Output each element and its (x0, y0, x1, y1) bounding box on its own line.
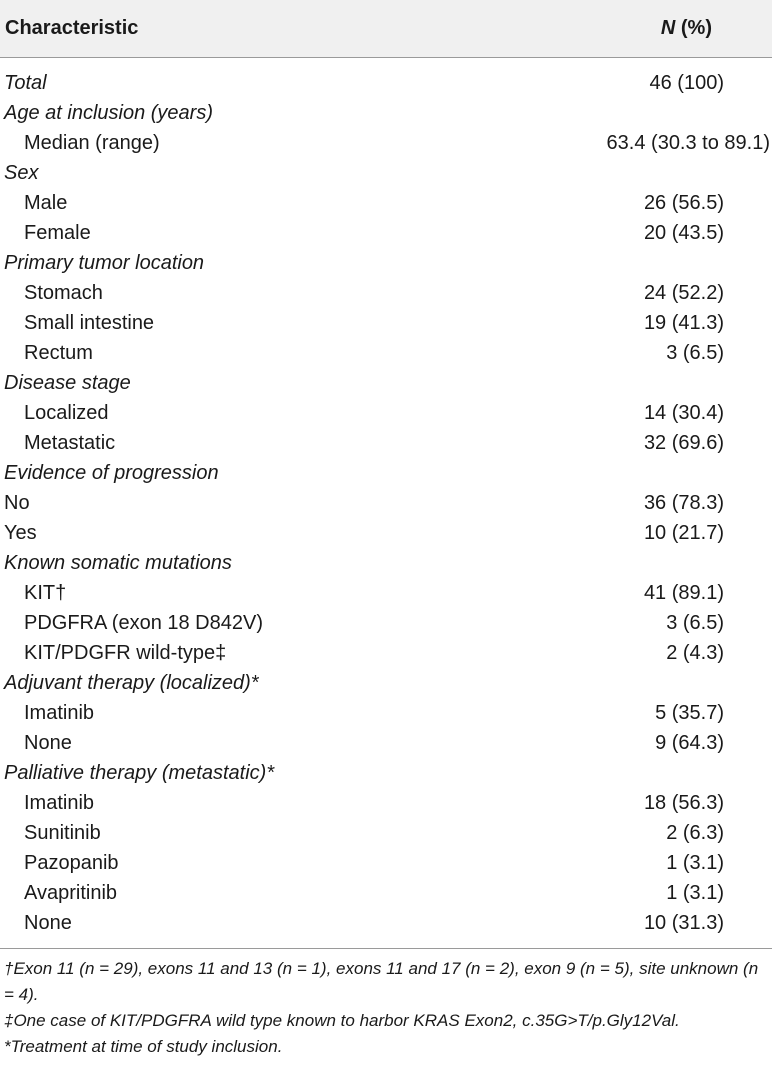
row-value: 63.4 (30.3 to 89.1) (606, 132, 770, 154)
table-row (0, 848, 772, 878)
table-row (0, 188, 772, 218)
row-label: Known somatic mutations (4, 552, 232, 574)
footnote-asterisk: *Treatment at time of study inclusion. (4, 1037, 283, 1056)
table-row (0, 338, 772, 368)
row-label: Rectum (24, 342, 93, 364)
table-row (0, 518, 772, 548)
row-value: 3 (6.5) (666, 342, 724, 364)
row-value: 32 (69.6) (643, 432, 724, 454)
table-row (0, 128, 772, 158)
row-label: Metastatic (24, 432, 116, 454)
row-label: Total (4, 72, 47, 94)
table-row (0, 908, 772, 938)
row-label: Female (24, 222, 91, 244)
row-label: Disease stage (4, 372, 131, 394)
row-value: 19 (41.3) (643, 312, 724, 334)
row-label: Small intestine (24, 312, 155, 334)
table-row (0, 818, 772, 848)
row-value: 10 (31.3) (643, 912, 724, 934)
row-value: 3 (6.5) (666, 612, 724, 634)
row-value: 20 (43.5) (643, 222, 724, 244)
table-row (0, 398, 772, 428)
table-row (0, 878, 772, 908)
bottom-divider (0, 948, 772, 949)
table-row (0, 608, 772, 638)
category-row (0, 758, 772, 788)
row-label: Yes (4, 522, 37, 544)
row-label: Localized (24, 402, 109, 424)
row-label: Median (range) (24, 132, 160, 154)
row-value: 1 (3.1) (666, 852, 724, 874)
row-value: 24 (52.2) (643, 282, 724, 304)
row-label: Imatinib (24, 702, 95, 724)
row-value: 2 (4.3) (666, 642, 724, 664)
category-row (0, 248, 772, 278)
table-header (0, 0, 772, 57)
table-row (0, 488, 772, 518)
category-row (0, 668, 772, 698)
table-row (0, 578, 772, 608)
header-characteristic: Characteristic (5, 17, 139, 39)
row-label: Pazopanib (24, 852, 119, 874)
row-value: 2 (6.3) (666, 822, 724, 844)
row-label: None (24, 912, 72, 934)
header-n-percent (661, 17, 712, 40)
row-value: 5 (35.7) (655, 702, 724, 724)
row-label: Sex (4, 162, 39, 184)
row-label: Primary tumor location (4, 252, 205, 274)
footnote-dagger: †Exon 11 (n = 29), exons 11 and 13 (n = 1), exons 11 and 17 (n = 2), exon 9 (n = 5), site unknown (n = 4). (4, 959, 759, 1004)
footnote-double-dagger: ‡One case of KIT/PDGFRA wild type known to harbor KRAS Exon2, c.35G>T/p.Gly12Val. (4, 1011, 680, 1030)
header-percent: (%) (675, 17, 712, 39)
category-row (0, 68, 772, 98)
row-label: Evidence of progression (4, 462, 219, 484)
row-value: 1 (3.1) (666, 882, 724, 904)
row-value: 46 (100) (649, 72, 724, 94)
row-value: 14 (30.4) (643, 402, 724, 424)
table-row (0, 788, 772, 818)
footnotes (4, 956, 770, 1060)
table-row (0, 728, 772, 758)
row-label: Imatinib (24, 792, 95, 814)
row-value: 26 (56.5) (643, 192, 724, 214)
row-label: Male (24, 192, 68, 214)
row-label: Stomach (24, 282, 103, 304)
table-row (0, 308, 772, 338)
row-label: KIT/PDGFR wild-type‡ (24, 642, 227, 664)
row-value: 41 (89.1) (643, 582, 724, 604)
row-label: Age at inclusion (years) (4, 102, 213, 124)
table-row (0, 698, 772, 728)
table-row (0, 278, 772, 308)
row-label: Adjuvant therapy (localized)* (4, 672, 259, 694)
row-label: Avapritinib (24, 882, 118, 904)
row-label: Palliative therapy (metastatic)* (4, 762, 275, 784)
row-label: PDGFRA (exon 18 D842V) (24, 612, 263, 634)
table-row (0, 638, 772, 668)
table-row (0, 428, 772, 458)
header-n: N (660, 17, 676, 39)
row-label: Sunitinib (24, 822, 101, 844)
header-divider (0, 57, 772, 58)
category-row (0, 368, 772, 398)
row-value: 36 (78.3) (643, 492, 724, 514)
row-value: 10 (21.7) (643, 522, 724, 544)
row-label: No (4, 492, 30, 514)
row-value: 9 (64.3) (655, 732, 724, 754)
row-label: KIT† (24, 582, 67, 604)
category-row (0, 98, 772, 128)
row-label: None (24, 732, 72, 754)
row-value: 18 (56.3) (643, 792, 724, 814)
table-body (0, 68, 772, 938)
table-row (0, 218, 772, 248)
category-row (0, 548, 772, 578)
category-row (0, 458, 772, 488)
category-row (0, 158, 772, 188)
